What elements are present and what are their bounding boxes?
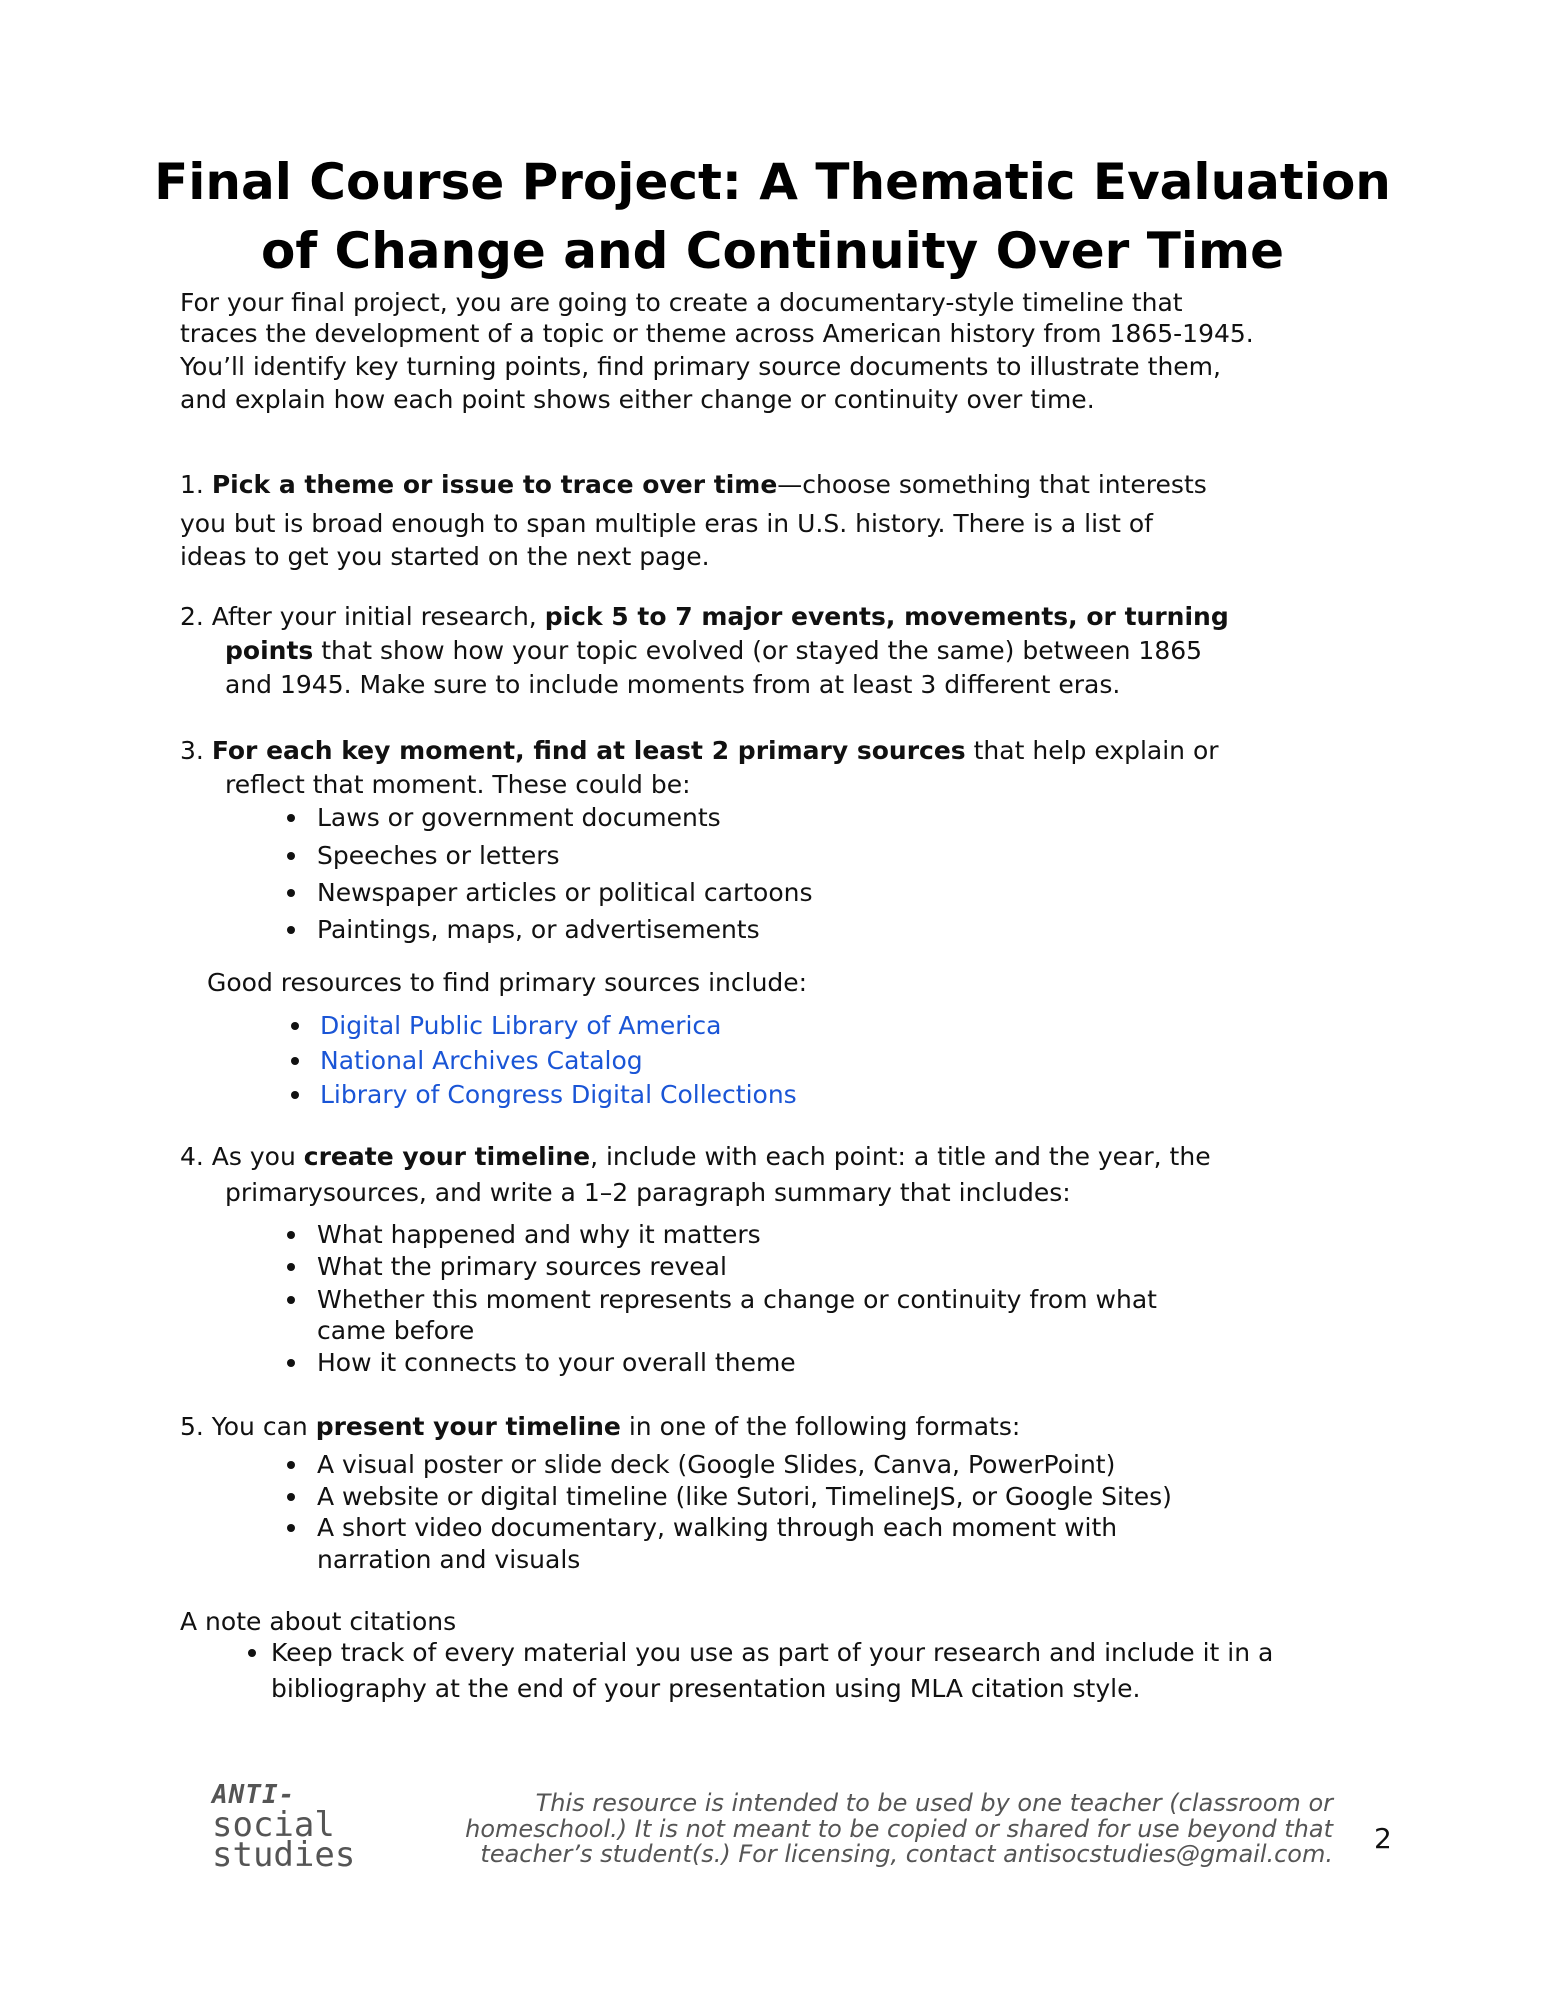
list-item-continued: narration and visuals <box>317 1545 581 1574</box>
step-heading: points <box>225 636 314 665</box>
step-text: reflect that moment. These could be: <box>225 770 691 799</box>
step-text: 5. You can <box>180 1412 316 1441</box>
logo-line: ANTI- <box>212 1780 296 1810</box>
step-text: —choose something that interests <box>777 470 1207 499</box>
step-heading: For each key moment, find at least 2 primary sources <box>211 736 966 765</box>
bullet-icon <box>287 1231 295 1239</box>
disclaimer-line: This resource is intended to be used by one teacher (classroom or <box>535 1789 1333 1817</box>
list-item: Newspaper articles or political cartoons <box>317 878 813 907</box>
intro-line: traces the development of a topic or theme across American history from 1865-1945. <box>180 319 1254 348</box>
list-item: Paintings, maps, or advertisements <box>317 915 760 944</box>
step-heading: create your timeline <box>303 1142 591 1171</box>
step-text: in one of the following formats: <box>620 1412 1021 1441</box>
bullet-icon <box>287 852 295 860</box>
step-heading: Pick a theme or issue to trace over time <box>211 470 778 499</box>
list-item: What happened and why it matters <box>317 1220 761 1249</box>
list-item: Whether this moment represents a change or continuity from what <box>317 1285 1157 1314</box>
step-text: that help explain or <box>965 736 1219 765</box>
page-title-line2: of Change and Continuity Over Time <box>260 222 1285 280</box>
disclaimer-line: homeschool.) It is not meant to be copied or shared for use beyond that <box>465 1815 1333 1843</box>
step-text: ideas to get you started on the next page. <box>180 542 710 571</box>
bullet-icon <box>287 1524 295 1532</box>
list-item: What the primary sources reveal <box>317 1252 727 1281</box>
bullet-icon <box>287 926 295 934</box>
list-item: Speeches or letters <box>317 841 560 870</box>
list-item: Laws or government documents <box>317 803 721 832</box>
note-heading: A note about citations <box>180 1607 457 1636</box>
list-item-continued: bibliography at the end of your presentation using MLA citation style. <box>271 1674 1141 1703</box>
step-heading: pick 5 to 7 major events, movements, or turning <box>544 602 1229 631</box>
step-text: , include with each point: a title and the year, the <box>590 1142 1211 1171</box>
step-text: and 1945. Make sure to include moments from at least 3 different eras. <box>225 670 1121 699</box>
bullet-icon <box>291 1022 299 1030</box>
bullet-icon <box>287 889 295 897</box>
step-number: 3. <box>180 736 212 765</box>
page-number: 2 <box>1374 1822 1392 1855</box>
step-heading: present your timeline <box>315 1412 621 1441</box>
disclaimer-line: teacher’s student(s.) For licensing, contact antisocstudies@gmail.com. <box>480 1840 1333 1868</box>
intro-line: You’ll identify key turning points, find primary source documents to illustrate them, <box>180 352 1221 381</box>
intro-line: and explain how each point shows either change or continuity over time. <box>180 385 1095 414</box>
bullet-icon <box>287 1359 295 1367</box>
list-item: A visual poster or slide deck (Google Slides, Canva, PowerPoint) <box>317 1450 1116 1479</box>
step-text: 4. As you <box>180 1142 304 1171</box>
logo-line: social <box>212 1805 335 1845</box>
link-dpla[interactable]: Digital Public Library of America <box>320 1011 722 1040</box>
logo-line: studies <box>212 1835 356 1875</box>
intro-line: For your final project, you are going to create a documentary-style timeline that <box>180 288 1183 317</box>
step-number: 1. <box>180 470 212 499</box>
page-title-line1: Final Course Project: A Thematic Evaluation <box>154 153 1391 211</box>
resources-intro: Good resources to find primary sources include: <box>207 968 808 997</box>
list-item: How it connects to your overall theme <box>317 1348 796 1377</box>
bullet-icon <box>248 1649 256 1657</box>
step-text: you but is broad enough to span multiple eras in U.S. history. There is a list of <box>180 509 1153 538</box>
link-national-archives[interactable]: National Archives Catalog <box>320 1046 643 1075</box>
bullet-icon <box>287 814 295 822</box>
list-item-continued: came before <box>317 1316 475 1345</box>
list-item: A website or digital timeline (like Sutori, TimelineJS, or Google Sites) <box>317 1482 1172 1511</box>
step-text: primarysources, and write a 1–2 paragraph summary that includes: <box>225 1178 1071 1207</box>
bullet-icon <box>287 1263 295 1271</box>
bullet-icon <box>291 1091 299 1099</box>
step-text: that show how your topic evolved (or stayed the same) between 1865 <box>313 636 1203 665</box>
bullet-icon <box>291 1057 299 1065</box>
list-item: Keep track of every material you use as part of your research and include it in a <box>271 1638 1274 1667</box>
bullet-icon <box>287 1461 295 1469</box>
step-text: 2. After your initial research, <box>180 602 545 631</box>
anti-social-studies-logo <box>212 1780 356 1875</box>
list-item: A short video documentary, walking through each moment with <box>317 1513 1118 1542</box>
bullet-icon <box>287 1296 295 1304</box>
link-library-of-congress[interactable]: Library of Congress Digital Collections <box>320 1080 797 1109</box>
bullet-icon <box>287 1493 295 1501</box>
